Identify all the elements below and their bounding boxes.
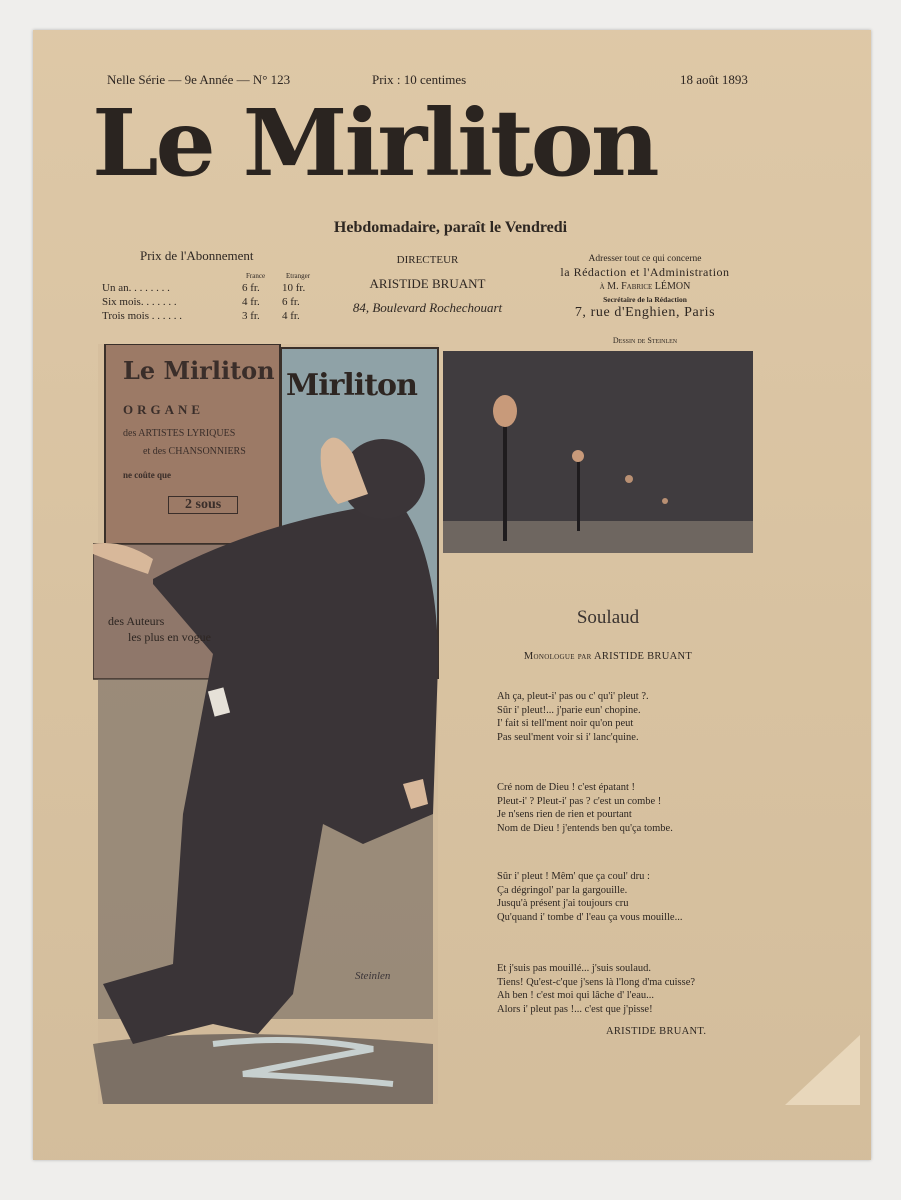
poem-line: Pleut-i' ? Pleut-i' pas ? c'est un combe !	[497, 795, 662, 807]
director-name: ARISTIDE BRUANT	[369, 276, 486, 291]
contact-line2: la Rédaction et l'Administration	[560, 265, 730, 279]
row-label: Six mois. . . . . . .	[102, 296, 177, 308]
poster-title: Le Mirliton	[123, 356, 275, 385]
poem-line: I' fait si tell'ment noir qu'on peut	[497, 718, 634, 729]
col-france: France	[246, 272, 266, 280]
poem-line: Nom de Dieu ! j'entends ben qu'ça tombe.	[497, 822, 673, 834]
poster-line: des Auteurs	[108, 614, 165, 628]
poem-line: Ah ben ! c'est moi qui lâche d' l'eau...	[497, 990, 655, 1001]
issue-price: Prix : 10 centimes	[372, 72, 467, 87]
article-title: Soulaud	[576, 607, 640, 628]
subscription-title: Prix de l'Abonnement	[140, 248, 254, 263]
poem-stanza	[497, 690, 649, 744]
contact-line1: Adresser tout ce qui concerne	[588, 254, 702, 264]
poem-line: Pas seul'ment voir si i' lanc'quine.	[497, 731, 639, 743]
artist-signature: Steinlen	[355, 970, 391, 982]
masthead-title: Le Mirliton	[92, 89, 657, 197]
poster-line: ORGANE	[123, 402, 205, 417]
price-france: 6 fr.	[242, 282, 260, 294]
lithograph-drawing	[93, 344, 443, 1109]
poem-line: Tiens! Qu'est-c'que j'sens là l'long d'ma cuisse?	[497, 976, 696, 988]
price-etranger: 4 fr.	[282, 310, 300, 322]
poem-line: Cré nom de Dieu ! c'est épatant !	[497, 782, 636, 793]
contact-line4: Secrétaire de la Rédaction	[603, 295, 687, 304]
poster-line: ne coûte que	[123, 470, 171, 480]
poem-stanza	[497, 962, 695, 1016]
poem-line: Et j'suis pas mouillé... j'suis soulaud.	[497, 963, 651, 974]
folded-corner	[785, 1035, 860, 1105]
row-label: Trois mois . . . . . .	[102, 310, 182, 322]
poster2-title: Mirliton	[286, 368, 417, 403]
article-signature: ARISTIDE BRUANT.	[606, 1026, 707, 1037]
poem-line: Je n'sens rien de rien et pourtant	[497, 809, 632, 820]
poem-line: Ça dégringol' par la gargouille.	[497, 884, 628, 896]
director-label: DIRECTEUR	[396, 254, 459, 266]
col-etranger: Etranger	[286, 272, 311, 280]
price-etranger: 10 fr.	[282, 282, 306, 294]
night-scene-drawing	[443, 351, 753, 553]
poster-line: des ARTISTES LYRIQUES	[123, 428, 236, 439]
illustration-drunkard	[93, 344, 443, 1109]
poem-line: Ah ça, pleut-i' pas ou c' qu'i' pleut ?.	[497, 691, 649, 702]
price-etranger: 6 fr.	[282, 296, 300, 308]
contact-line5: 7, rue d'Enghien, Paris	[574, 305, 716, 320]
poem-stanza	[497, 870, 682, 924]
illustration-credit: Dessin de Steinlen	[612, 336, 678, 345]
poster-line: les plus en vogue	[128, 630, 211, 644]
price-france: 4 fr.	[242, 296, 260, 308]
issue-date: 18 août 1893	[680, 72, 748, 87]
poem-line: Sûr i' pleut!... j'parie eun' chopine.	[497, 704, 641, 716]
contact-line3: à M. Fabrice LÉMON	[599, 281, 691, 292]
poster-line: 2 sous	[168, 496, 238, 514]
director-address: 84, Boulevard Rochechouart	[352, 300, 503, 315]
poster-line: et des CHANSONNIERS	[143, 446, 246, 457]
poem-line: Sûr i' pleut ! Mêm' que ça coul' dru :	[497, 871, 650, 882]
masthead-subtitle: Hebdomadaire, paraît le Vendredi	[333, 219, 568, 236]
issue-info: Nelle Série — 9e Année — N° 123	[107, 72, 291, 87]
table-row	[102, 295, 309, 309]
poem-line: Alors i' pleut pas !... c'est que j'pisse!	[497, 1003, 653, 1015]
poem-line: Jusqu'à présent j'ai toujours cru	[497, 898, 629, 909]
poem-line: Qu'quand i' tombe d' l'eau ça vous mouille...	[497, 911, 683, 923]
price-france: 3 fr.	[242, 310, 260, 322]
row-label: Un an. . . . . . . .	[102, 282, 170, 294]
subscription-table	[102, 281, 309, 323]
illustration-night-street	[443, 351, 753, 553]
article-byline: Monologue par ARISTIDE BRUANT	[523, 651, 693, 662]
table-row	[102, 281, 309, 295]
poem-stanza	[497, 781, 673, 835]
table-row	[102, 309, 309, 323]
